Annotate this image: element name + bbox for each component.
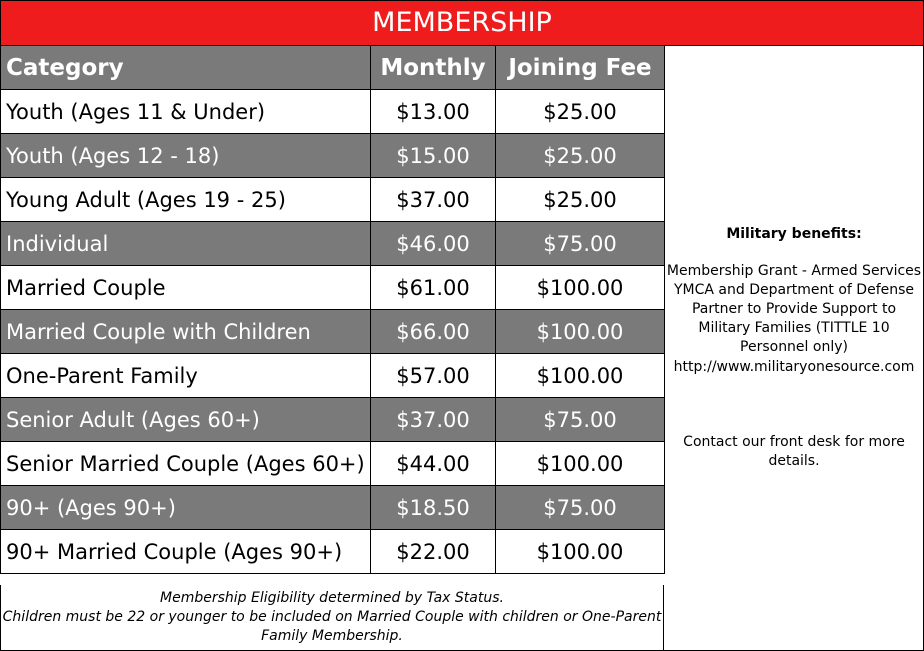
table-body [1,90,665,574]
monthly-price-cell: $22.00 [371,530,496,574]
table-row [1,266,665,310]
joining-fee-cell: $75.00 [496,486,665,530]
joining-fee-cell: $25.00 [496,134,665,178]
children-age-note: Children must be 22 or younger to be included on Married Couple with children or One-Parent Family Membership. [2,609,662,644]
category-cell: 90+ Married Couple (Ages 90+) [1,530,371,574]
table-row [1,134,665,178]
table-row [1,222,665,266]
table-row [1,354,665,398]
eligibility-note [0,585,664,651]
category-cell: Senior Married Couple (Ages 60+) [1,442,371,486]
column-header-monthly: Monthly [371,46,496,90]
category-cell: Youth (Ages 11 & Under) [1,90,371,134]
military-benefits-panel [664,45,924,651]
monthly-price-cell: $13.00 [371,90,496,134]
category-cell: Senior Adult (Ages 60+) [1,398,371,442]
monthly-price-cell: $57.00 [371,354,496,398]
military-onesource-link[interactable]: http://www.militaryonesource.com [673,359,915,375]
contact-front-desk-text: Contact our front desk for more details. [683,434,905,469]
table-row [1,178,665,222]
monthly-price-cell: $61.00 [371,266,496,310]
category-cell: Individual [1,222,371,266]
table-row [1,442,665,486]
monthly-price-cell: $46.00 [371,222,496,266]
monthly-price-cell: $18.50 [371,486,496,530]
monthly-price-cell: $37.00 [371,398,496,442]
military-benefits-heading: Military benefits: [726,226,862,242]
table-row [1,398,665,442]
category-cell: 90+ (Ages 90+) [1,486,371,530]
table-row [1,486,665,530]
table-row [1,310,665,354]
membership-table [0,45,665,574]
table-header-row [1,46,665,90]
joining-fee-cell: $25.00 [496,90,665,134]
category-cell: Young Adult (Ages 19 - 25) [1,178,371,222]
category-cell: One-Parent Family [1,354,371,398]
joining-fee-cell: $75.00 [496,398,665,442]
membership-grant-text: Membership Grant - Armed Services YMCA and Department of Defense Partner to Provide Support to Military Families (TITTLE 10 Personnel only) [666,263,922,355]
table-row [1,530,665,574]
category-cell: Youth (Ages 12 - 18) [1,134,371,178]
joining-fee-cell: $75.00 [496,222,665,266]
table-row [1,90,665,134]
monthly-price-cell: $15.00 [371,134,496,178]
monthly-price-cell: $44.00 [371,442,496,486]
monthly-price-cell: $66.00 [371,310,496,354]
category-cell: Married Couple [1,266,371,310]
category-cell: Married Couple with Children [1,310,371,354]
column-header-category: Category [1,46,371,90]
joining-fee-cell: $100.00 [496,442,665,486]
joining-fee-cell: $25.00 [496,178,665,222]
page-title: MEMBERSHIP [0,0,924,46]
monthly-price-cell: $37.00 [371,178,496,222]
joining-fee-cell: $100.00 [496,310,665,354]
joining-fee-cell: $100.00 [496,530,665,574]
joining-fee-cell: $100.00 [496,354,665,398]
eligibility-line: Membership Eligibility determined by Tax Status. [160,590,504,606]
joining-fee-cell: $100.00 [496,266,665,310]
column-header-joining-fee: Joining Fee [496,46,665,90]
